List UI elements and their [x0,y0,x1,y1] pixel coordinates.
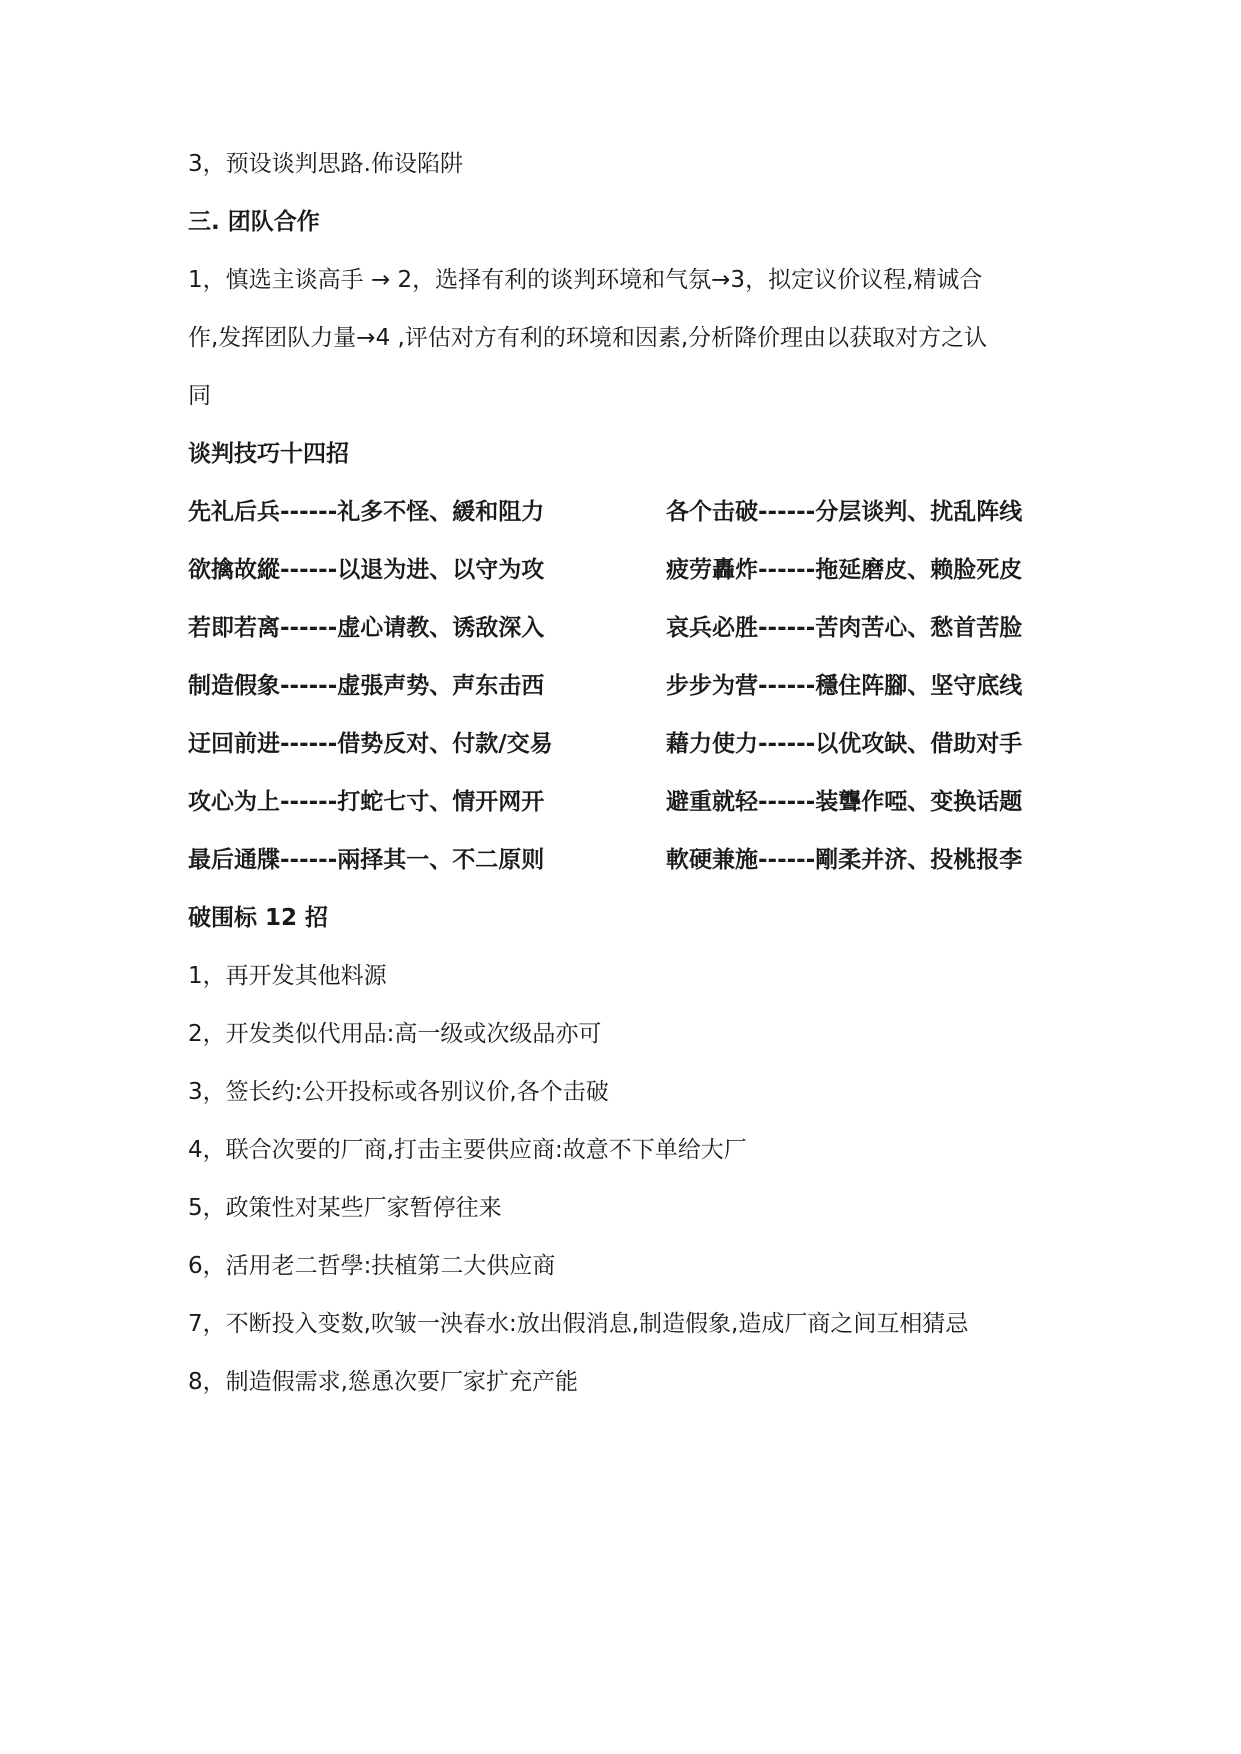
team-paragraph-line-2: 作,发挥团队力量→4 ,评估对方有利的环境和因素,分析降价理由以获取对方之认 [188,325,988,351]
breakout-item: 8，制造假需求,慫恿次要厂家扩充产能 [188,1369,578,1395]
tactic-right: 疲劳轟炸------拖延磨皮、赖脸死皮 [666,557,1023,583]
tactic-right: 哀兵必胜------苦肉苦心、愁首苦脸 [666,615,1023,641]
tactic-left: 最后通牒------兩择其一、不二原则 [188,847,545,873]
breakout-item: 1，再开发其他料源 [188,963,387,989]
tactic-right: 藉力使力------以优攻缺、借助对手 [666,731,1023,757]
intro-item-3: 3，预设谈判思路.佈设陷阱 [188,151,463,177]
team-paragraph-line-3: 同 [188,383,211,409]
breakout-item: 3，签长约:公开投标或各别议价,各个击破 [188,1079,609,1105]
tactic-right: 各个击破------分层谈判、扰乱阵线 [666,499,1023,525]
section-heading-breakout: 破围标 12 招 [188,905,329,931]
breakout-item: 4，联合次要的厂商,打击主要供应商:故意不下单给大厂 [188,1137,747,1163]
tactic-left: 制造假象------虚張声势、声东击西 [188,673,545,699]
breakout-item: 6，活用老二哲學:扶植第二大供应商 [188,1253,556,1279]
team-paragraph-line-1: 1，慎选主谈高手 → 2，选择有利的谈判环境和气氛→3，拟定议价议程,精诚合 [188,267,983,293]
tactic-left: 先礼后兵------礼多不怪、緩和阻力 [188,499,545,525]
breakout-item: 7，不断投入变数,吹皱一泱春水:放出假消息,制造假象,造成厂商之间互相猜忌 [188,1311,969,1337]
tactic-right: 步步为营------穩住阵腳、坚守底线 [666,673,1023,699]
tactic-left: 攻心为上------打蛇七寸、情开网开 [188,789,545,815]
section-heading-team: 三. 团队合作 [188,209,320,235]
tactic-right: 避重就轻------装聾作啞、变换话题 [666,789,1023,815]
section-heading-tactics: 谈判技巧十四招 [188,441,349,467]
breakout-item: 5，政策性对某些厂家暂停往来 [188,1195,502,1221]
tactic-left: 迂回前进------借势反对、付款/交易 [188,731,553,757]
tactic-left: 若即若离------虚心请教、诱敌深入 [188,615,545,641]
breakout-item: 2，开发类似代用品:高一级或次级品亦可 [188,1021,602,1047]
tactic-left: 欲擒故縱------以退为进、以守为攻 [188,557,545,583]
tactic-right: 軟硬兼施------剛柔并济、投桃报李 [666,847,1023,873]
